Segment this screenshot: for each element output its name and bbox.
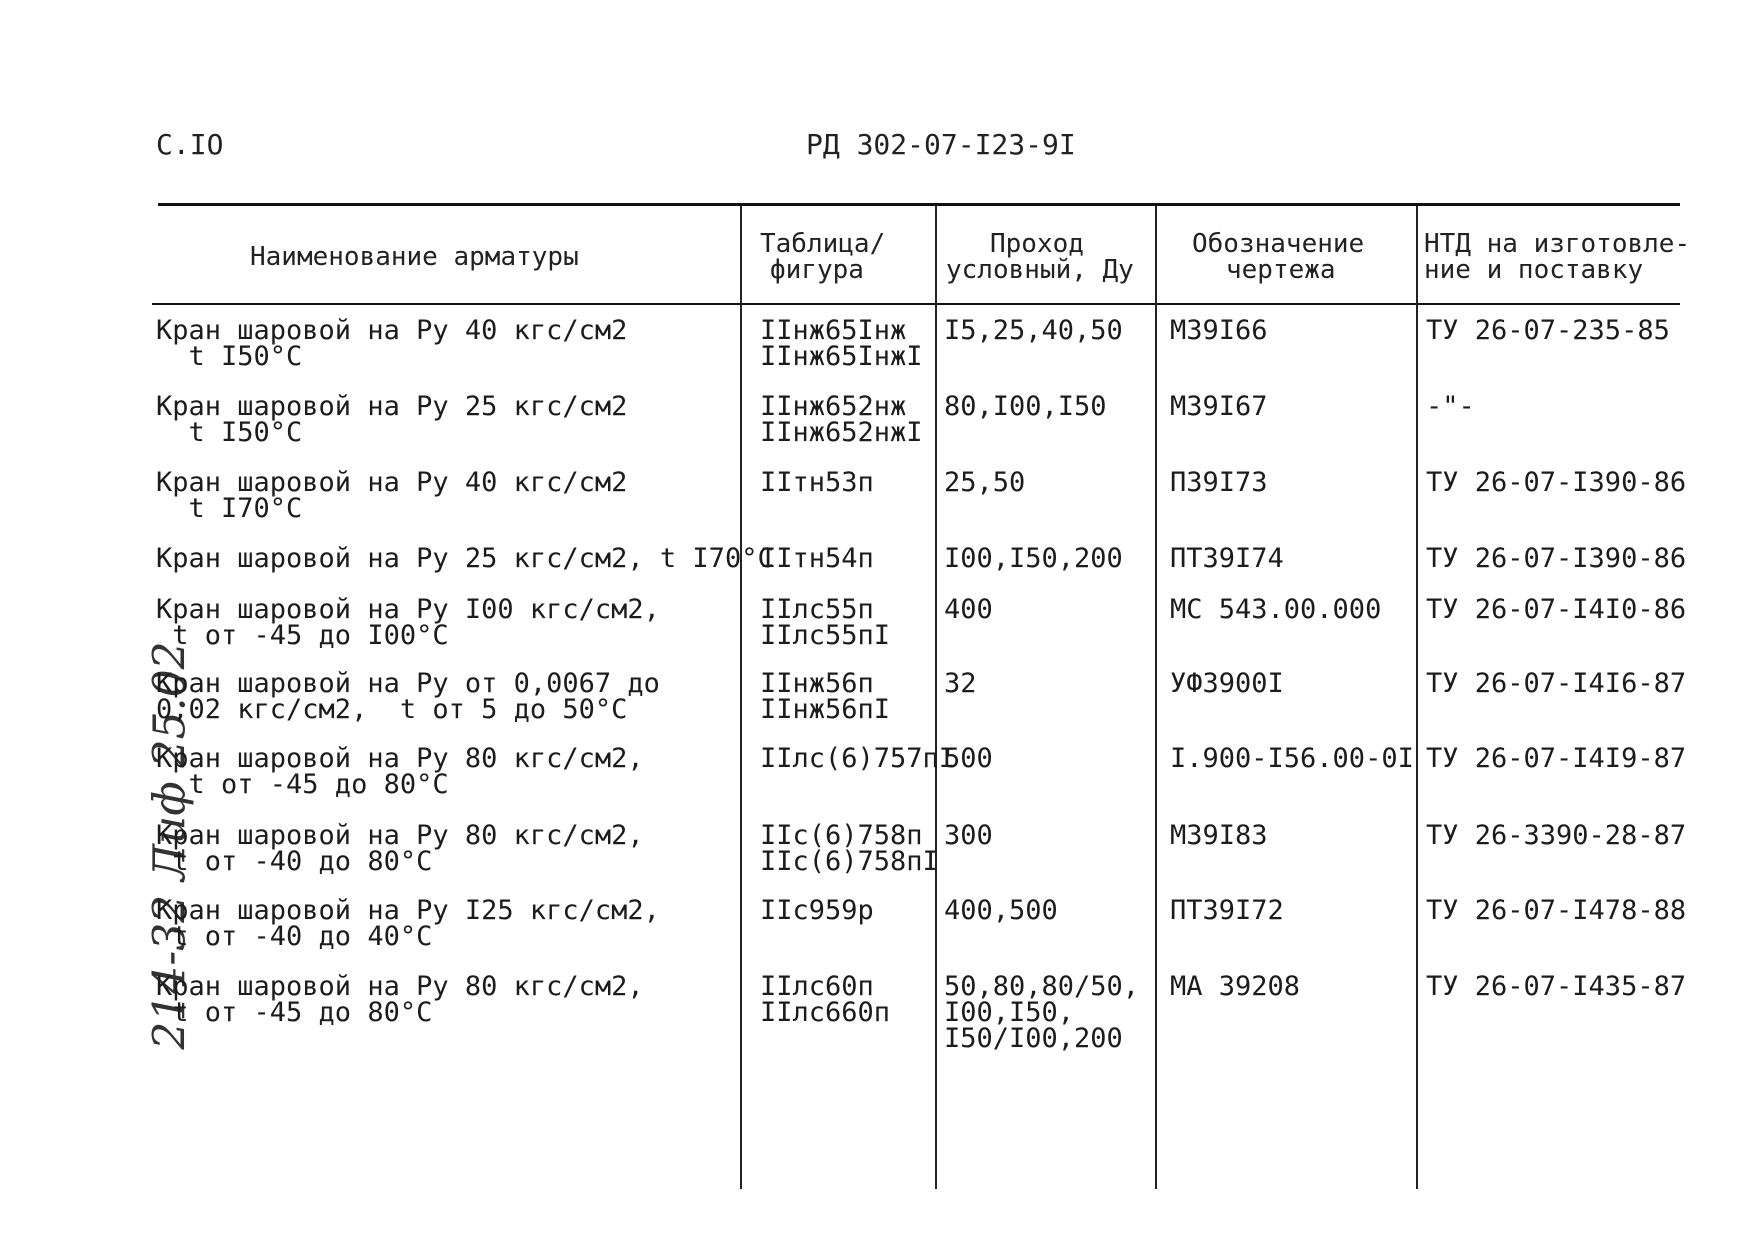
column-divider-3 [1155,206,1157,1189]
cell-name-line2: t от -40 до 80°C [156,846,433,877]
table-top-rule [158,203,1680,206]
cell-name-line1: Кран шаровой на Ру 40 кгс/см2 [156,315,628,346]
cell-dn-line3: I50/I00,200 [944,1023,1123,1054]
cell-name-line1: Кран шаровой на Ру 80 кгс/см2, [156,971,644,1002]
cell-dn-line1: 400,500 [944,895,1058,926]
cell-figure-line2: IIнж65IнжI [760,341,923,372]
cell-dn-line1: 80,I00,I50 [944,391,1107,422]
cell-dn-line1: 50,80,80/50, [944,971,1140,1002]
header-table-figure-line1: Таблица/ [760,229,886,259]
header-ntd-line2: ние и поставку [1424,255,1644,285]
column-divider-1 [740,206,742,1189]
cell-name-line2: t от -45 до 80°C [156,769,449,800]
cell-name-line2: t от -45 до 80°C [156,997,433,1028]
cell-figure-line1: IIлс(6)757пI [760,743,956,774]
cell-name-line2: t от -45 до I00°C [156,620,449,651]
cell-ntd: ТУ 26-07-I4I9-87 [1426,743,1687,774]
cell-dn-line1: 25,50 [944,467,1026,498]
header-dn-line2: условный, Ду [946,255,1134,285]
cell-dn-line2: I00,I50, [944,997,1075,1028]
page-number: С.IO [156,128,224,161]
cell-figure-line2: IIнж56пI [760,694,891,725]
cell-name-line1: Кран шаровой на Ру 25 кгс/см2 [156,391,628,422]
cell-dn-line1: I5,25,40,50 [944,315,1123,346]
header-table-figure-line2: фигура [770,255,864,285]
cell-drawing: П39I73 [1170,467,1268,498]
cell-figure-line1: IIнж65Iнж [760,315,907,346]
cell-name-line2: t от -40 до 40°C [156,921,433,952]
cell-figure-line1: IIтн53п [760,467,874,498]
cell-drawing: М39I67 [1170,391,1268,422]
cell-figure-line1: IIс(6)758п [760,820,923,851]
cell-name-line2: t I70°C [156,493,303,524]
cell-name-line1: Кран шаровой на Ру 80 кгс/см2, [156,820,644,851]
cell-dn-line1: 400 [944,594,993,625]
handwritten-margin-note: 214-32 Лиф 25.02 [144,641,196,1050]
cell-ntd: ТУ 26-3390-28-87 [1426,820,1687,851]
cell-ntd: ТУ 26-07-I4I6-87 [1426,668,1687,699]
cell-drawing: МС 543.00.000 [1170,594,1382,625]
cell-ntd: ТУ 26-07-I390-86 [1426,543,1687,574]
cell-drawing: М39I83 [1170,820,1268,851]
column-divider-4 [1416,206,1418,1189]
cell-figure-line1: IIнж56п [760,668,874,699]
header-drawing-line2: чертежа [1226,255,1336,285]
cell-name-line1: Кран шаровой на Ру I00 кгс/см2, [156,594,660,625]
cell-dn-line1: I00,I50,200 [944,543,1123,574]
cell-figure-line1: IIлс60п [760,971,874,1002]
cell-dn-line1: 300 [944,820,993,851]
column-divider-2 [935,206,937,1189]
cell-figure-line2: IIнж652нжI [760,417,923,448]
cell-ntd: ТУ 26-07-I435-87 [1426,971,1687,1002]
cell-name-line2: 0,02 кгс/см2, t от 5 до 50°C [156,694,628,725]
cell-drawing: ПТ39I72 [1170,895,1284,926]
cell-name-line1: Кран шаровой на Ру 40 кгс/см2 [156,467,628,498]
cell-drawing: М39I66 [1170,315,1268,346]
cell-ntd: -"- [1426,391,1475,422]
cell-ntd: ТУ 26-07-I390-86 [1426,467,1687,498]
cell-figure-line1: IIлс55п [760,594,874,625]
header-ntd-line1: НТД на изготовле- [1424,229,1691,259]
cell-name-line1: Кран шаровой на Ру от 0,0067 до [156,668,660,699]
cell-figure-line1: IIнж652нж [760,391,907,422]
cell-name-line2: t I50°C [156,417,303,448]
cell-drawing: МА 39208 [1170,971,1301,1002]
cell-figure-line2: IIс(6)758пI [760,846,939,877]
cell-figure-line2: IIлс660п [760,997,891,1028]
cell-figure-line2: IIлс55пI [760,620,891,651]
document-code: РД 302-07-I23-9I [806,128,1076,161]
header-name: Наименование арматуры [250,242,579,272]
cell-dn-line1: 500 [944,743,993,774]
cell-ntd: ТУ 26-07-235-85 [1426,315,1670,346]
cell-name-line1: Кран шаровой на Ру 25 кгс/см2, t I70°C [156,543,774,574]
cell-figure-line1: IIс959р [760,895,874,926]
cell-drawing: I.900-I56.00-0I [1170,743,1414,774]
header-drawing-line1: Обозначение [1192,229,1365,259]
cell-name-line2: t I50°C [156,341,303,372]
cell-ntd: ТУ 26-07-I4I0-86 [1426,594,1687,625]
cell-ntd: ТУ 26-07-I478-88 [1426,895,1687,926]
cell-drawing: УФ3900I [1170,668,1284,699]
cell-dn-line1: 32 [944,668,977,699]
cell-figure-line1: IIтн54п [760,543,874,574]
table-header-rule [152,303,1680,305]
cell-name-line1: Кран шаровой на Ру 80 кгс/см2, [156,743,644,774]
header-dn-line1: Проход [990,229,1084,259]
cell-name-line1: Кран шаровой на Ру I25 кгс/см2, [156,895,660,926]
cell-drawing: ПТ39I74 [1170,543,1284,574]
